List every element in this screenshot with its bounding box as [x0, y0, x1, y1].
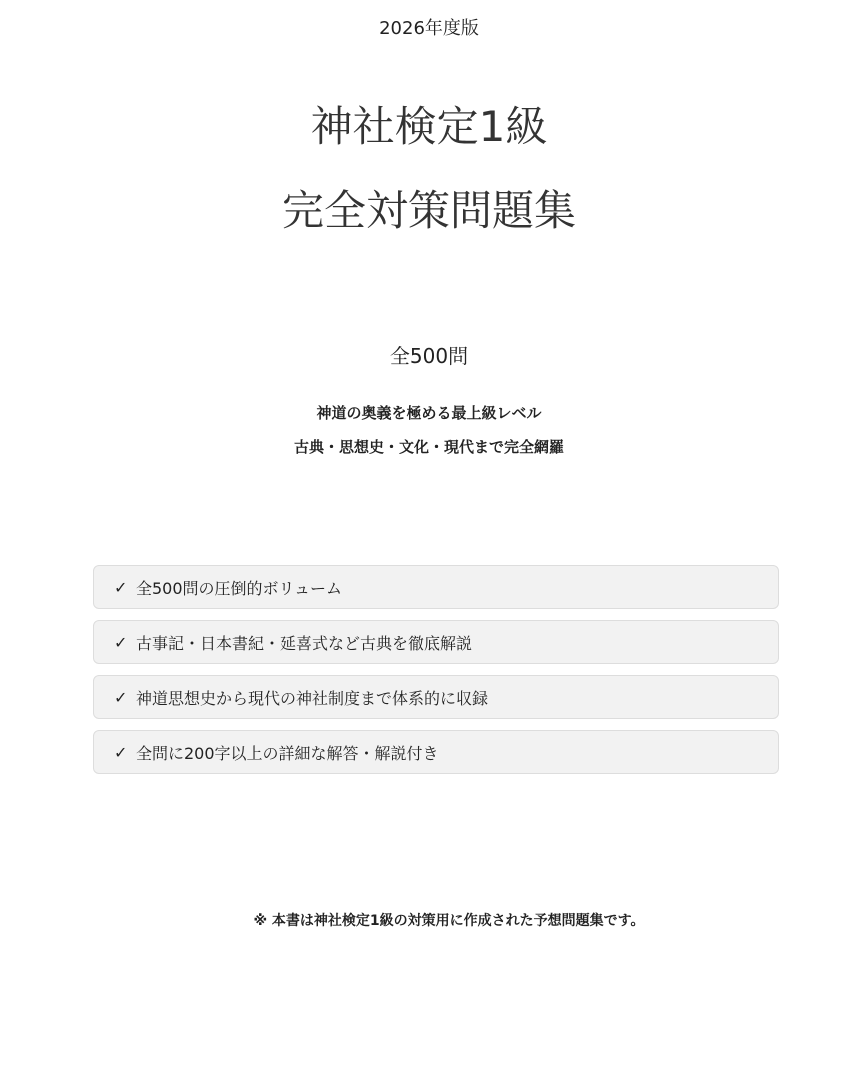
feature-label: 古事記・日本書紀・延喜式など古典を徹底解説	[136, 633, 473, 653]
footnote: ※ 本書は神社検定1級の対策用に作成された予想問題集です。	[253, 913, 645, 929]
edition-label: 2026年度版	[379, 18, 479, 39]
check-icon: ✓	[114, 742, 128, 762]
feature-list	[93, 565, 779, 785]
subtitle-line-2: 古典・思想史・文化・現代まで完全網羅	[293, 438, 564, 456]
feature-label: 神道思想史から現代の神社制度まで体系的に収録	[136, 688, 489, 708]
subtitle-line-1: 神道の奥義を極める最上級レベル	[316, 404, 542, 422]
feature-item	[93, 730, 779, 774]
feature-item	[93, 620, 779, 664]
check-icon: ✓	[114, 577, 128, 597]
question-count: 全500問	[389, 344, 469, 368]
feature-label: 全問に200字以上の詳細な解答・解説付き	[136, 743, 439, 763]
feature-item	[93, 675, 779, 719]
feature-label: 全500問の圧倒的ボリューム	[136, 578, 343, 598]
check-icon: ✓	[114, 687, 128, 707]
title-line-2: 完全対策問題集	[281, 186, 576, 235]
title-line-1: 神社検定1級	[310, 102, 548, 151]
feature-item	[93, 565, 779, 609]
check-icon: ✓	[114, 632, 128, 652]
